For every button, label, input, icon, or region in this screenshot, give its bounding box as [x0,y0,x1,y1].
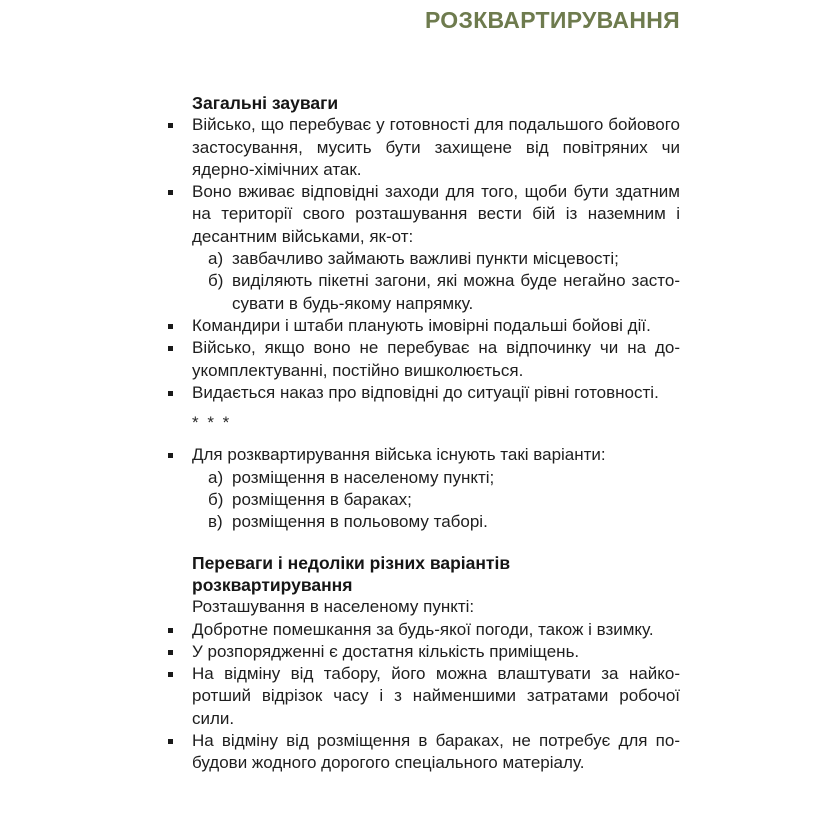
bullet-icon [168,190,173,195]
list-item-text: На відміну від розміщення в бараках, не потребує для побудови жодного дорогого спеціального матеріалу. [192,731,680,773]
subheading-settlement-quartering: Розташування в населеному пункті: [192,597,475,617]
section-heading-advantages-disadvantages: Переваги і недоліки різних варіантів розквартирування [192,552,511,595]
list-item-text: Воно вживає відповідні заходи для того, щоби бути здатним на території свого розташування вести бій із наземним і десантним військами, як-от: [192,182,680,246]
list-item-text: Командири і штаби планують імовірні подальші бойові дії. [192,315,651,335]
section-heading-general-remarks: Загальні зауваги [192,93,339,113]
bullet-icon [168,123,173,128]
list-item [165,641,680,663]
bullet-icon [168,324,173,329]
list-item [165,337,680,382]
list-item-text: Для розквартирування війська існують такі варіанти: [192,445,606,465]
bullet-icon [168,391,173,396]
sub-item-text: розміщення в населеному пункті; [232,467,495,487]
list-item-text: Добротне помешкання за будь-якої погоди, також і взимку. [192,619,654,639]
sub-item-marker: а) [208,467,224,487]
sub-item-marker: б) [208,271,224,291]
list-item [165,181,680,315]
list-item [165,444,680,533]
sub-item-marker: а) [208,249,224,269]
list-item-text: Військо, якщо воно не перебуває на відпочинку чи на доукомплектуванні, постійно вишколюється. [192,338,680,380]
list-item-text: На відміну від табору, його можна влаштувати за найкоротший відрізок часу і з найменшими затратами робочої сили. [192,664,680,728]
list-item [165,663,680,730]
bullet-icon [168,346,173,351]
bullet-icon [168,628,173,633]
list-item [165,114,680,181]
sub-item-text: завбачливо займають важливі пункти місцевості; [232,249,619,269]
sub-item-marker: б) [208,490,224,510]
list-item [165,315,680,337]
list-item [165,382,680,404]
asterisk-separator: * * * [192,413,232,433]
running-header: РОЗКВАРТИРУВАННЯ [424,7,680,33]
page-content [165,92,680,775]
bullet-icon [168,739,173,744]
list-item [165,619,680,641]
sub-list-item [192,270,680,315]
sub-list-item [192,489,680,511]
list-item-text: Видається наказ про відповідні до ситуації рівні готовності. [192,382,659,402]
bullet-icon [168,453,173,458]
list-item-text: Військо, що перебуває у готовності для подальшого бойового застосування, мусить бути захищене від повітряних чи ядерно-хімічних атак. [192,115,680,179]
bullet-icon [168,650,173,655]
sub-item-text: розміщення в бараках; [232,490,412,510]
sub-list-item [192,248,680,270]
sub-list-item [192,511,680,533]
sub-item-marker: в) [208,512,223,532]
bullet-icon [168,672,173,677]
sub-item-text: виділяють пікетні загони, які можна буде негайно застосувати в будь-якому напрямку. [232,271,680,313]
list-item-text: У розпорядженні є достатня кількість приміщень. [192,641,580,661]
sub-list-item [192,467,680,489]
sub-item-text: розміщення в польовому таборі. [232,512,488,532]
list-item [165,730,680,775]
